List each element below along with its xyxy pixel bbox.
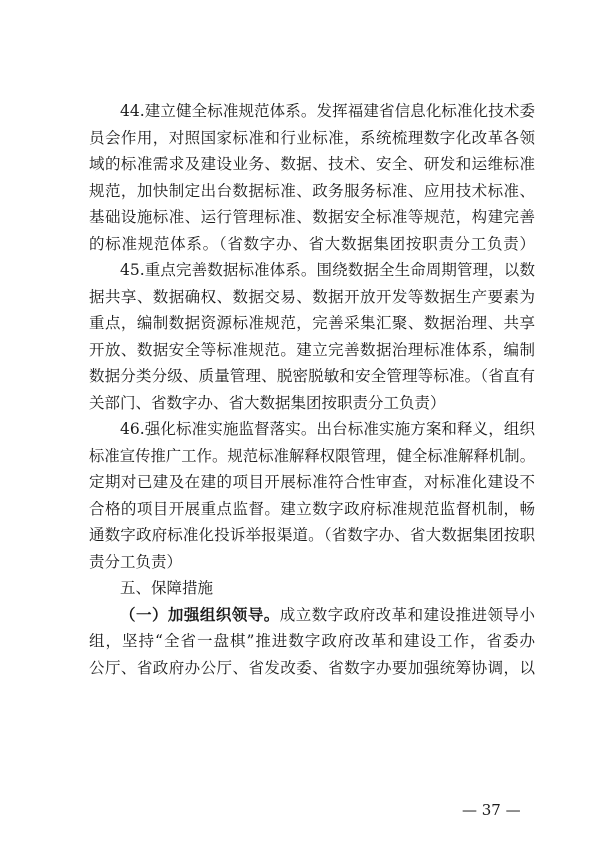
text-line: 规范，加快制定出台数据标准、政务服务标准、应用技术标准、	[89, 181, 535, 200]
text-line: 开放、数据安全等标准规范。建立完善数据治理标准体系，编制	[89, 340, 535, 359]
page-number: — 37 —	[462, 801, 521, 819]
text-line: 关部门、省数字办、省大数据集团按职责分工负责）	[89, 393, 446, 412]
text-line: 定期对已建及在建的项目开展标准符合性审查，对标准化建设不	[89, 473, 535, 491]
text-line: 通数字政府标准化投诉举报渠道。（省数字办、省大数据集团按职	[89, 526, 535, 544]
text-line: 46.强化标准实施监督落实。出台标准实施方案和释义，组织	[120, 420, 535, 438]
paragraph-44	[89, 98, 535, 257]
text-line: 员会作用，对照国家标准和行业标准，系统梳理数字化改革各领	[89, 128, 535, 147]
text-line: 的标准规范体系。（省数字办、省大数据集团按职责分工负责）	[89, 234, 535, 253]
paragraph-46	[89, 416, 535, 575]
text-line: 44.建立健全标准规范体系。发挥福建省信息化标准化技术委	[120, 102, 535, 120]
text-line: 45.重点完善数据标准体系。围绕数据全生命周期管理，以数	[120, 261, 535, 279]
subsection-text: 成立数字政府改革和建设推进领导小	[279, 605, 535, 624]
text-line: 标准宣传推广工作。规范标准解释权限管理，健全标准解释机制。	[89, 446, 535, 465]
text-line	[89, 602, 535, 629]
text-line: 责分工负责）	[89, 552, 183, 571]
subsection-organization	[89, 602, 535, 682]
text-line: 数据分类分级、质量管理、脱密脱敏和安全管理等标准。（省直有	[89, 367, 535, 385]
text-line: 合格的项目开展重点监督。建立数字政府标准规范监督机制，畅	[89, 499, 535, 518]
paragraph-45	[89, 257, 535, 416]
text-line: 基础设施标准、运行管理标准、数据安全标准等规范，构建完善	[89, 208, 535, 226]
body-text	[89, 98, 535, 681]
text-line: 据共享、数据确权、数据交易、数据开放开发等数据生产要素为	[89, 287, 535, 306]
text-line: 组，坚持“全省一盘棋”推进数字政府改革和建设工作，省委办	[89, 632, 535, 650]
text-line: 重点，编制数据资源标准规范，完善采集汇聚、数据治理、共享	[89, 314, 535, 332]
section-heading: 五、保障措施	[120, 579, 214, 597]
text-line: 公厅、省政府办公厅、省发改委、省数字办要加强统筹协调，以	[89, 658, 535, 677]
text-line: 域的标准需求及建设业务、数据、技术、安全、研发和运维标准	[89, 155, 535, 173]
subsection-title: （一）加强组织领导。	[120, 604, 280, 624]
